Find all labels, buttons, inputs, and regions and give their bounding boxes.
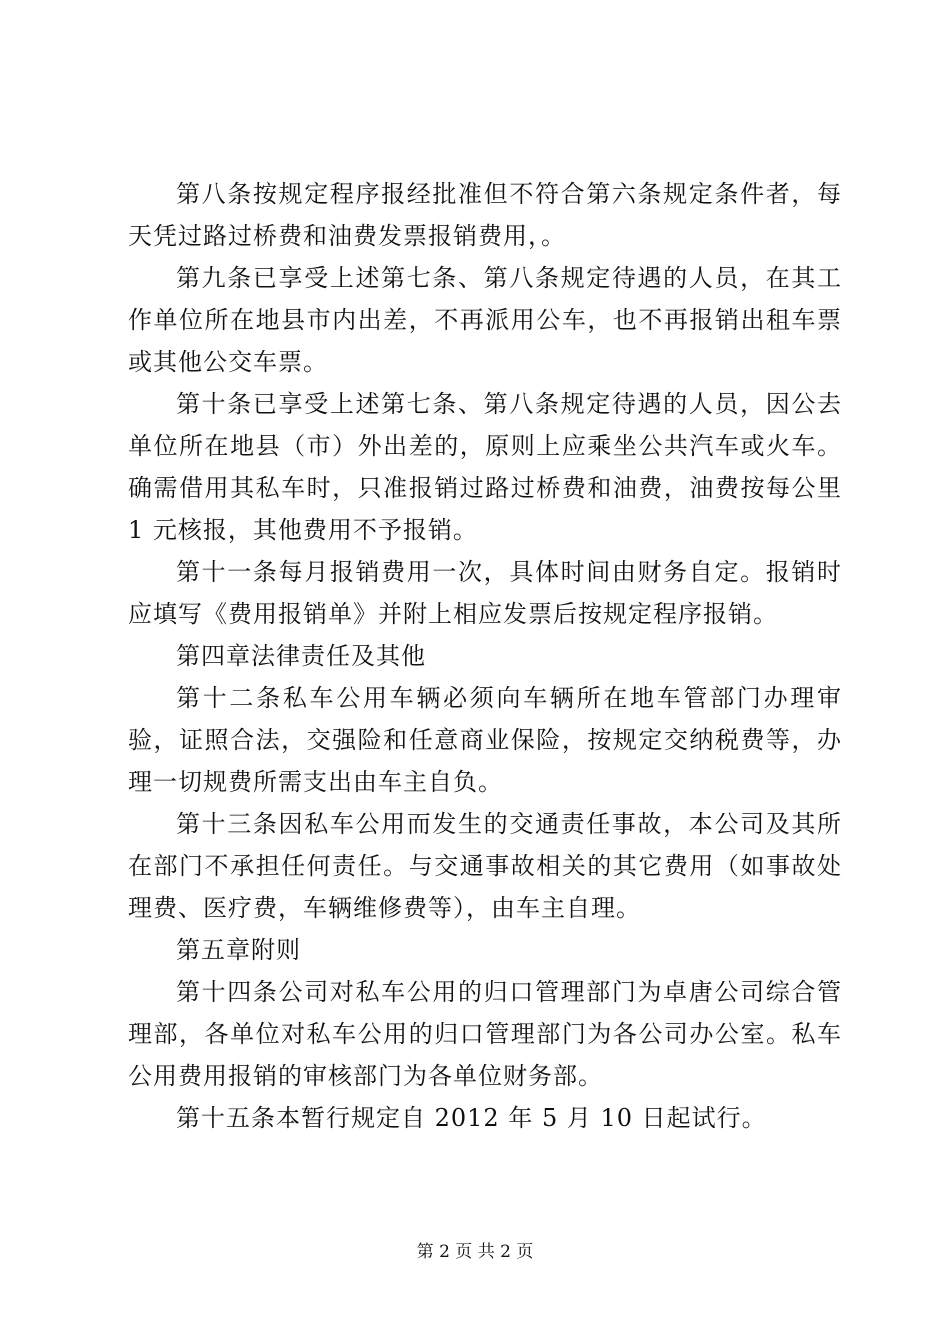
article-14-paragraph: 第十四条公司对私车公用的归口管理部门为卓唐公司综合管理部，各单位对私车公用的归口管理部门为各公司办公室。私车公用费用报销的审核部门为各单位财务部。 bbox=[128, 978, 842, 1090]
article-15-paragraph: 第十五条本暂行规定自 2012 年 5 月 10 日起试行。 bbox=[176, 1104, 767, 1132]
article-13-paragraph: 第十三条因私车公用而发生的交通责任事故，本公司及其所在部门不承担任何责任。与交通事故相关的其它费用（如事故处理费、医疗费，车辆维修费等），由车主自理。 bbox=[128, 810, 842, 922]
article-8-paragraph: 第八条按规定程序报经批准但不符合第六条规定条件者，每天凭过路过桥费和油费发票报销费用，。 bbox=[128, 180, 842, 250]
page-number-footer: 第 2 页 共 2 页 bbox=[416, 1242, 534, 1262]
article-12-paragraph: 第十二条私车公用车辆必须向车辆所在地车管部门办理审验，证照合法，交强险和任意商业保险，按规定交纳税费等，办理一切规费所需支出由车主自负。 bbox=[128, 684, 842, 796]
article-9-paragraph: 第九条已享受上述第七条、第八条规定待遇的人员，在其工作单位所在地县市内出差，不再派用公车，也不再报销出租车票或其他公交车票。 bbox=[128, 264, 842, 376]
article-10-paragraph: 第十条已享受上述第七条、第八条规定待遇的人员，因公去单位所在地县（市）外出差的，原则上应乘坐公共汽车或火车。确需借用其私车时，只准报销过路过桥费和油费，油费按每公里 1 元核报，其他费用不予报销。 bbox=[128, 390, 842, 544]
chapter-5-heading: 第五章附则 bbox=[176, 936, 301, 964]
chapter-4-heading: 第四章法律责任及其他 bbox=[176, 642, 426, 670]
document-body bbox=[128, 173, 842, 1139]
article-11-paragraph: 第十一条每月报销费用一次，具体时间由财务自定。报销时应填写《费用报销单》并附上相应发票后按规定程序报销。 bbox=[128, 558, 842, 628]
